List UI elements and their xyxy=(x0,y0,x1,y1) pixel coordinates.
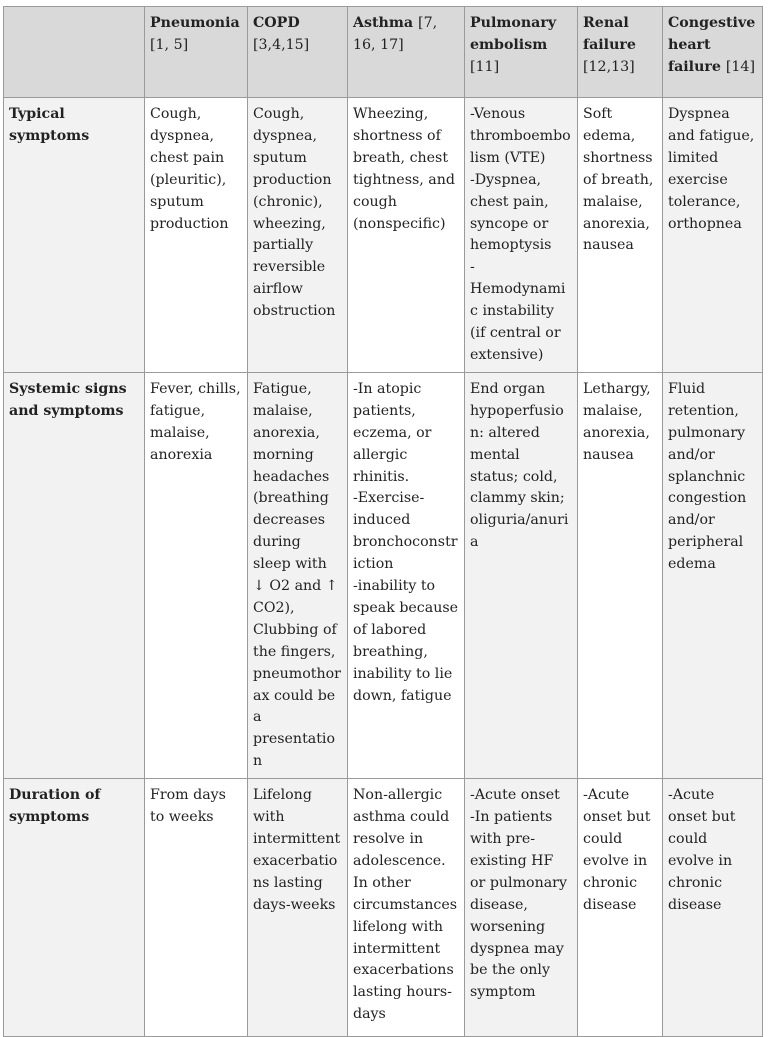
header-pulmonary-embolism xyxy=(465,7,578,98)
row-label: Typical symptoms xyxy=(4,98,145,373)
table-cell: Cough, dyspnea, sputum production (chronic), wheezing, partially reversible airflow obstruction xyxy=(248,98,348,373)
table-cell: End organ hypoperfusion: altered mental status; cold, clammy skin; oliguria/anuria xyxy=(465,372,578,778)
header-copd xyxy=(248,7,348,98)
header-name: Asthma xyxy=(353,15,414,31)
table-cell: Non-allergic asthma could resolve in adolescence. In other circumstances lifelong with intermittent exacerbations lasting hours-days xyxy=(348,779,465,1037)
header-ref: [11] xyxy=(470,58,500,75)
header-ref: [12,13] xyxy=(583,58,635,75)
table-cell: -Acute onset but could evolve in chronic disease xyxy=(663,779,763,1037)
header-ref: [3,4,15] xyxy=(253,36,310,53)
table-cell: Fatigue, malaise, anorexia, morning headaches (breathing decreases during sleep with ↓ O2 and ↑ CO2), Clubbing of the fingers, pneumothorax could be a presentation xyxy=(248,372,348,778)
header-renal-failure xyxy=(578,7,663,98)
row-label: Duration of symptoms xyxy=(4,779,145,1037)
row-label: Systemic signs and symptoms xyxy=(4,372,145,778)
table-row xyxy=(4,372,763,778)
table-cell: Lifelong with intermittent exacerbations lasting days-weeks xyxy=(248,779,348,1037)
header-name: COPD xyxy=(253,15,300,31)
corner-cell xyxy=(4,7,145,98)
header-name: Pulmonary embolism xyxy=(470,15,557,53)
header-ref: [1, 5] xyxy=(150,36,189,53)
table-cell: Dyspnea and fatigue, limited exercise tolerance, orthopnea xyxy=(663,98,763,373)
comparison-table xyxy=(3,6,763,1037)
header-row xyxy=(4,7,763,98)
table-cell: -Venous thromboembolism (VTE) -Dyspnea, chest pain, syncope or hemoptysis -Hemodynamic instability (if central or extensive) xyxy=(465,98,578,373)
header-asthma xyxy=(348,7,465,98)
table-wrapper xyxy=(3,6,763,1037)
table-cell: From days to weeks xyxy=(145,779,248,1037)
header-pneumonia xyxy=(145,7,248,98)
table-cell: -Acute onset but could evolve in chronic disease xyxy=(578,779,663,1037)
table-cell: -In atopic patients, eczema, or allergic rhinitis. -Exercise-induced bronchoconstriction -inability to speak because of labored breathing, inability to lie down, fatigue xyxy=(348,372,465,778)
header-name: Congestive heart failure xyxy=(668,15,756,75)
header-congestive-heart-failure xyxy=(663,7,763,98)
header-ref: [14] xyxy=(725,58,755,75)
table-cell: Cough, dyspnea, chest pain (pleuritic), sputum production xyxy=(145,98,248,373)
table-cell: Soft edema, shortness of breath, malaise, anorexia, nausea xyxy=(578,98,663,373)
table-cell: Fluid retention, pulmonary and/or splanchnic congestion and/or peripheral edema xyxy=(663,372,763,778)
table-cell: -Acute onset -In patients with pre-existing HF or pulmonary disease, worsening dyspnea may be the only symptom xyxy=(465,779,578,1037)
table-cell: Wheezing, shortness of breath, chest tightness, and cough (nonspecific) xyxy=(348,98,465,373)
table-cell: Lethargy, malaise, anorexia, nausea xyxy=(578,372,663,778)
table-row xyxy=(4,98,763,373)
table-row xyxy=(4,779,763,1037)
table-cell: Fever, chills, fatigue, malaise, anorexia xyxy=(145,372,248,778)
header-name: Pneumonia xyxy=(150,15,240,31)
header-name: Renal failure xyxy=(583,15,636,53)
header-ref: [7, 16, 17] xyxy=(353,15,438,53)
